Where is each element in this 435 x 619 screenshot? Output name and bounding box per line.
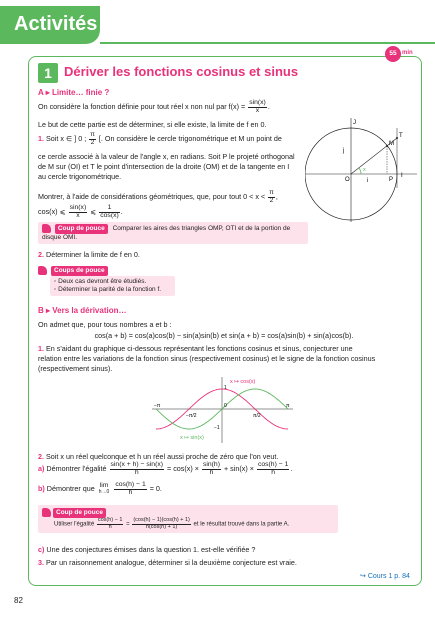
denominator: x [76, 211, 80, 219]
text: Montrer, à l'aide de considérations géométriques, que, pour tout 0 < x < [38, 192, 266, 202]
part-b-qc [38, 545, 255, 554]
numerator: cos(h) − 1 [97, 517, 123, 524]
text: Démontrer l'égalité [46, 464, 107, 474]
numerator: sin(x + h) − sin(x) [110, 461, 164, 468]
denominator: 2 [269, 196, 274, 204]
text: Une des conjectures émises dans la question 1. est-elle vérifiée ? [46, 545, 256, 554]
fraction [202, 462, 221, 477]
label-o: O [345, 177, 350, 183]
numerator: cos(h) − 1 [115, 481, 146, 488]
sin-legend: x ↦ sin(x) [180, 435, 204, 441]
text: Soit x un réel quelconque et h un réel aussi proche de zéro que l'on veut. [46, 452, 279, 461]
text: cos(x) ⩽ [38, 207, 66, 217]
text: [. On considère le cercle trigonométrique et M un point de [98, 134, 282, 144]
fraction [99, 205, 120, 220]
sub-label: a) [38, 464, 45, 474]
limit-symbol [98, 483, 111, 495]
denominator: h [108, 523, 112, 530]
numerator: 1 [99, 205, 120, 213]
tick-zero: 0 [224, 403, 227, 409]
text: et le résultat trouvé dans la partie A. [193, 521, 290, 528]
activity-number: 1 [38, 63, 58, 83]
timer-badge [385, 46, 415, 62]
part-b-q2 [38, 452, 413, 461]
part-b-q2b [38, 482, 162, 497]
numerator: sin(x) [249, 99, 266, 106]
question-number: 1. [38, 134, 44, 144]
tick-neg-half-pi: −π/2 [186, 413, 197, 419]
tip-item: ◦ Déterminer la parité de la fonction f. [54, 286, 162, 294]
label-t: T [399, 133, 403, 139]
part-b-q1 [38, 344, 413, 353]
fraction [89, 132, 96, 147]
part-b-q3 [38, 558, 297, 567]
tick-half-pi: π/2 [253, 413, 261, 419]
tip-item-text: Déterminer la parité de la fonction f. [58, 286, 162, 294]
angle-label: x [363, 167, 366, 173]
denominator: h [209, 468, 214, 476]
text: = cos(x) × [167, 464, 199, 474]
question-number: 2. [38, 250, 44, 259]
part-a-q1-f: Montrer, à l'aide de considérations géométriques, que, pour tout 0 < x < $\frac{\pi}{2}$ , [38, 189, 278, 204]
denominator: h [128, 488, 133, 496]
part-a-q1-d: de M sur (OI) et T le point d'intersection de la droite (OM) et de la tangente en I [38, 162, 290, 171]
fraction [248, 100, 267, 115]
numerator: sin(h) [202, 461, 220, 468]
tip-label: Coups de pouce [51, 266, 108, 276]
part-a-q1-c: ce cercle associé à la valeur de l'angle x, en radians. Soit P le projeté orthogonal [38, 152, 295, 161]
vector-j-label: j [343, 148, 345, 154]
fraction [257, 462, 289, 477]
header-rule [100, 42, 435, 44]
tick-neg-pi: −π [154, 403, 161, 409]
numerator: cos(h) − 1 [257, 461, 289, 468]
label-i: I [401, 173, 403, 179]
inequality: cos(x) ⩽ $\frac{\sin(x)}{x}$ ⩽ $\frac{1}{\cos(x)}$ . [38, 204, 123, 219]
sub-label: c) [38, 545, 45, 554]
tip-box-2 [38, 265, 111, 276]
fraction [114, 482, 146, 497]
denominator: 2 [90, 138, 95, 146]
arrow-icon: ↪ [360, 573, 366, 580]
sine-cosine-graph [150, 375, 295, 445]
unit-circle-figure [305, 118, 420, 223]
timer-value: 55 [385, 46, 401, 62]
text: + sin(x) × [223, 464, 254, 474]
tick-minus-one: −1 [214, 425, 220, 431]
part-a-q1-e: au cercle trigonométrique. [38, 172, 122, 181]
denominator: cos(x) [100, 211, 119, 219]
page-number: 82 [14, 596, 23, 605]
question-number: 3. [38, 558, 44, 567]
text: = [126, 521, 130, 528]
label-m: M [389, 141, 394, 147]
part-b-q1-c: (respectivement sinus). [38, 364, 113, 373]
part-b-heading: B ▸ Vers la dérivation… [38, 306, 127, 315]
tick-pi: π [286, 403, 290, 409]
text: x non nul par f(x) = [185, 102, 246, 112]
page-header [0, 0, 435, 50]
denominator: h [271, 468, 276, 476]
part-b-q2a: a) Démontrer l'égalité $\frac{\sin(x + h) - \sin(x)}{h}$ = cos(x) × $\frac{\sin(h)}{h}$ + sin(x) × $\frac{\cos(h) - 1}{h}$ . [38, 461, 293, 476]
fraction [69, 205, 88, 220]
fraction [110, 462, 165, 477]
part-a-q1 [38, 132, 303, 147]
course-link[interactable] [360, 573, 410, 582]
numerator: sin(x) [69, 204, 87, 211]
tip-label: Coup de pouce [53, 508, 106, 518]
point-t [396, 137, 398, 139]
cos-legend: x ↦ cos(x) [230, 379, 256, 385]
angle-arc [359, 168, 361, 174]
text: On considère la fonction définie pour tout réel [38, 102, 184, 112]
course-ref-text: Cours 1 p. 84 [367, 573, 410, 580]
text: Déterminer la limite de f en 0. [46, 250, 140, 259]
part-a-line2: Le but de cette partie est de déterminer, si elle existe, la limite de f en 0. [38, 120, 267, 129]
vector-i-label: i [367, 178, 369, 184]
activity-title: Dériver les fonctions cosinus et sinus [64, 64, 299, 79]
part-a-line1: On considère la fonction définie pour tout réel x non nul par f(x) = $\frac{\sin(x)}{x}$ . [38, 99, 270, 114]
text: = 0. [149, 484, 162, 494]
timer-unit: min [402, 50, 413, 56]
tick-one: 1 [224, 385, 227, 391]
question-number: 1. [38, 344, 44, 353]
numerator: (cos(h) − 1)(cos(h) + 1) [133, 517, 190, 524]
part-b-q1-b: relation entre les variations de la fonction sinus (respectivement cosinus) et le signe de la fonction cosinus [38, 354, 376, 363]
tip-list [50, 276, 175, 296]
numerator: π [90, 131, 95, 138]
fraction [97, 518, 124, 530]
part-b-formulas: cos(a + b) = cos(a)cos(b) − sin(a)sin(b) et sin(a + b) = cos(a)sin(b) + sin(a)cos(b). [94, 331, 354, 340]
question-number: 2. [38, 452, 44, 461]
part-a-heading: A ▸ Limite… finie ? [38, 88, 110, 97]
tip-box-1 [38, 222, 308, 244]
header-title: Activités [14, 13, 98, 35]
tip-label: Coup de pouce [55, 224, 108, 234]
tip-item: ◦ Deux cas devront être étudiés. [54, 278, 147, 285]
denominator: h(cos(h) + 1) [145, 523, 178, 530]
numerator: π [269, 189, 274, 196]
fraction [132, 518, 191, 530]
tip-content [54, 518, 334, 530]
text: Démontrer que [46, 484, 95, 494]
part-a-q2 [38, 250, 140, 259]
label-p: P [389, 177, 394, 183]
text: ⩽ [90, 207, 97, 217]
denominator: h [134, 468, 139, 476]
label-j: J [353, 120, 356, 126]
point-m [386, 145, 388, 147]
thumbs-up-icon [38, 266, 47, 275]
lim-sub: h→0 [98, 489, 110, 496]
text: Soit x ∈ ] 0 ; [46, 134, 87, 144]
text: Par un raisonnement analogue, déterminer si la deuxième conjecture est vraie. [46, 558, 297, 567]
thumbs-up-icon [42, 224, 51, 233]
part-b-intro: On admet que, pour tous nombres a et b : [38, 320, 172, 329]
denominator: x [255, 106, 260, 114]
fraction [268, 190, 275, 205]
text: En s'aidant du graphique ci-dessous représentant les fonctions cosinus et sinus, conjecturer une [46, 344, 353, 353]
text: Utiliser l'égalité [54, 521, 95, 528]
tip-box-3 [38, 505, 338, 533]
sub-label: b) [38, 484, 45, 494]
tip-text: Comparer les aires des triangles OMP, OTI et de la portion de disque OMI. [42, 225, 291, 242]
tip-item-text: Deux cas devront être étudiés. [58, 278, 147, 285]
thumbs-up-icon [42, 508, 51, 517]
lim-text: lim [99, 482, 109, 490]
